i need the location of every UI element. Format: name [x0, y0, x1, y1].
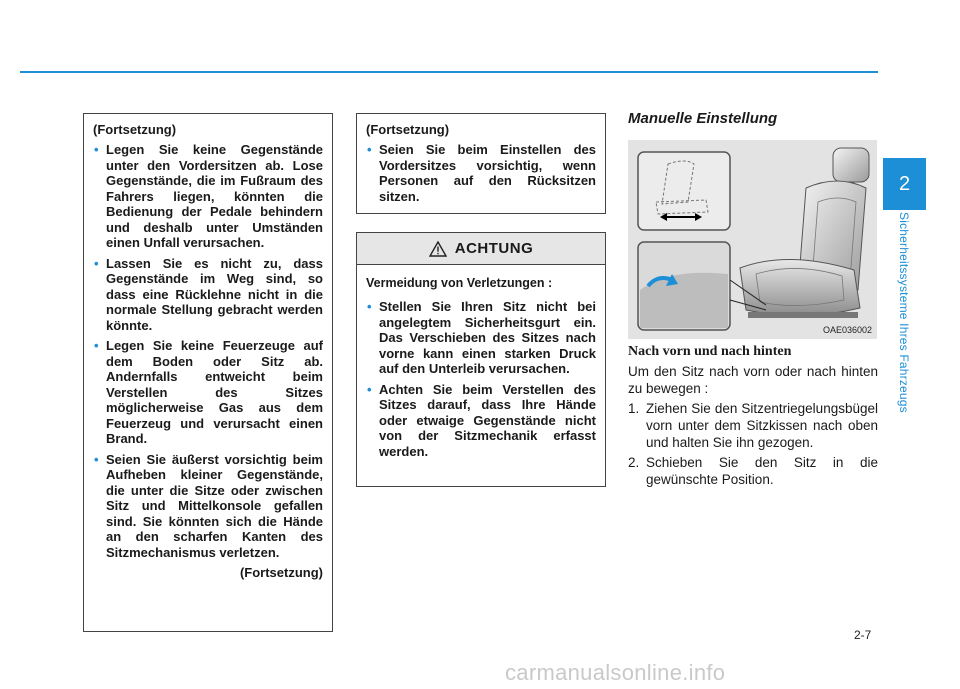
- chapter-title: Sicherheitssysteme Ihres Fahrzeugs: [897, 212, 911, 413]
- list-item: • Lassen Sie es nicht zu, dass Gegenstände im Weg sind, so dass eine Rücklehne nicht in die normale Stellung gebracht werden könnte.: [94, 255, 323, 333]
- instructions: [628, 363, 878, 491]
- intro-text: Um den Sitz nach vorn oder nach hinten zu bewegen :: [628, 364, 878, 396]
- warning-triangle-icon: [429, 241, 447, 257]
- page-number: 2-7: [854, 628, 872, 642]
- step-list: [628, 400, 878, 488]
- watermark: carmanualsonline.info: [505, 660, 726, 685]
- list-item: • Achten Sie beim Verstellen des Sitzes darauf, dass Ihre Hände oder etwaige Gegenstände nicht von der Sitzmechanik erfasst werden.: [367, 381, 596, 459]
- caution-list-2: [366, 142, 596, 204]
- warning-intro: Vermeidung von Verletzungen :: [366, 276, 553, 290]
- caution-box-continued-2: [356, 113, 606, 214]
- list-item: • Seien Sie äußerst vorsichtig beim Aufheben kleiner Gegenstände, die unter die Sitze oder zwischen Sitz und Mittelkonsole gefallen sind. Sie könnten sich die Hände an den scharfen Kanten des Sitzmechanismus verletzen.: [94, 451, 323, 560]
- figure-code: OAE036002: [822, 325, 872, 335]
- seat-illustration: [628, 140, 877, 339]
- list-item: • Stellen Sie Ihren Sitz nicht bei angelegtem Sicherheitsgurt ein. Das Verschieben des Sitzes nach vorne kann einen starken Druck auf den Unterleib verursachen.: [367, 299, 596, 376]
- bullet-icon: •: [367, 142, 372, 157]
- warning-title: ACHTUNG: [454, 240, 534, 257]
- continued-label-top: (Fortsetzung): [366, 122, 450, 137]
- caution-list-1: [93, 142, 323, 560]
- chapter-tab: 2: [883, 158, 926, 210]
- list-item: • Legen Sie keine Gegenstände unter den Vordersitzen ab. Lose Gegenstände, die im Fußraum des Fahrers liegen, könnten die Bedienung der Pedale behindern und deshalb unter Umständen einen Unfall verursachen.: [94, 142, 323, 250]
- continued-label-bottom: (Fortsetzung): [239, 565, 323, 580]
- continued-label-top: (Fortsetzung): [93, 122, 177, 137]
- warning-body: [357, 265, 605, 459]
- warning-header: [357, 233, 605, 265]
- list-item: 1. Ziehen Sie den Sitzentriegelungsbügel vorn unter dem Sitzkissen nach oben und halten Sie ihn gezogen.: [628, 401, 878, 450]
- warning-list: [366, 299, 596, 459]
- list-item: • Legen Sie keine Feuerzeuge auf dem Boden oder Sitz ab. Andernfalls entweicht beim Verstellen des Sitzes möglicherweise Gas aus dem Feuerzeug und verursacht einen Brand.: [94, 338, 323, 446]
- bullet-icon: •: [367, 299, 372, 314]
- bullet-icon: •: [94, 451, 99, 467]
- caution-box-continued-1: [83, 113, 333, 632]
- bullet-icon: •: [94, 338, 99, 353]
- list-item: 2. Schieben Sie den Sitz in die gewünschte Position.: [628, 455, 878, 487]
- seat-adjustment-figure: [628, 140, 877, 339]
- list-item: • Seien Sie beim Einstellen des Vordersitzes vorsichtig, wenn Personen auf den Rücksitzen sitzen.: [367, 142, 596, 204]
- subheading: Nach vorn und nach hinten: [628, 344, 792, 359]
- bullet-icon: •: [367, 381, 372, 397]
- bullet-icon: •: [94, 142, 99, 157]
- bullet-icon: •: [94, 255, 99, 271]
- warning-box: [356, 232, 606, 487]
- section-title: Manuelle Einstellung: [628, 110, 778, 127]
- top-rule: [20, 71, 878, 73]
